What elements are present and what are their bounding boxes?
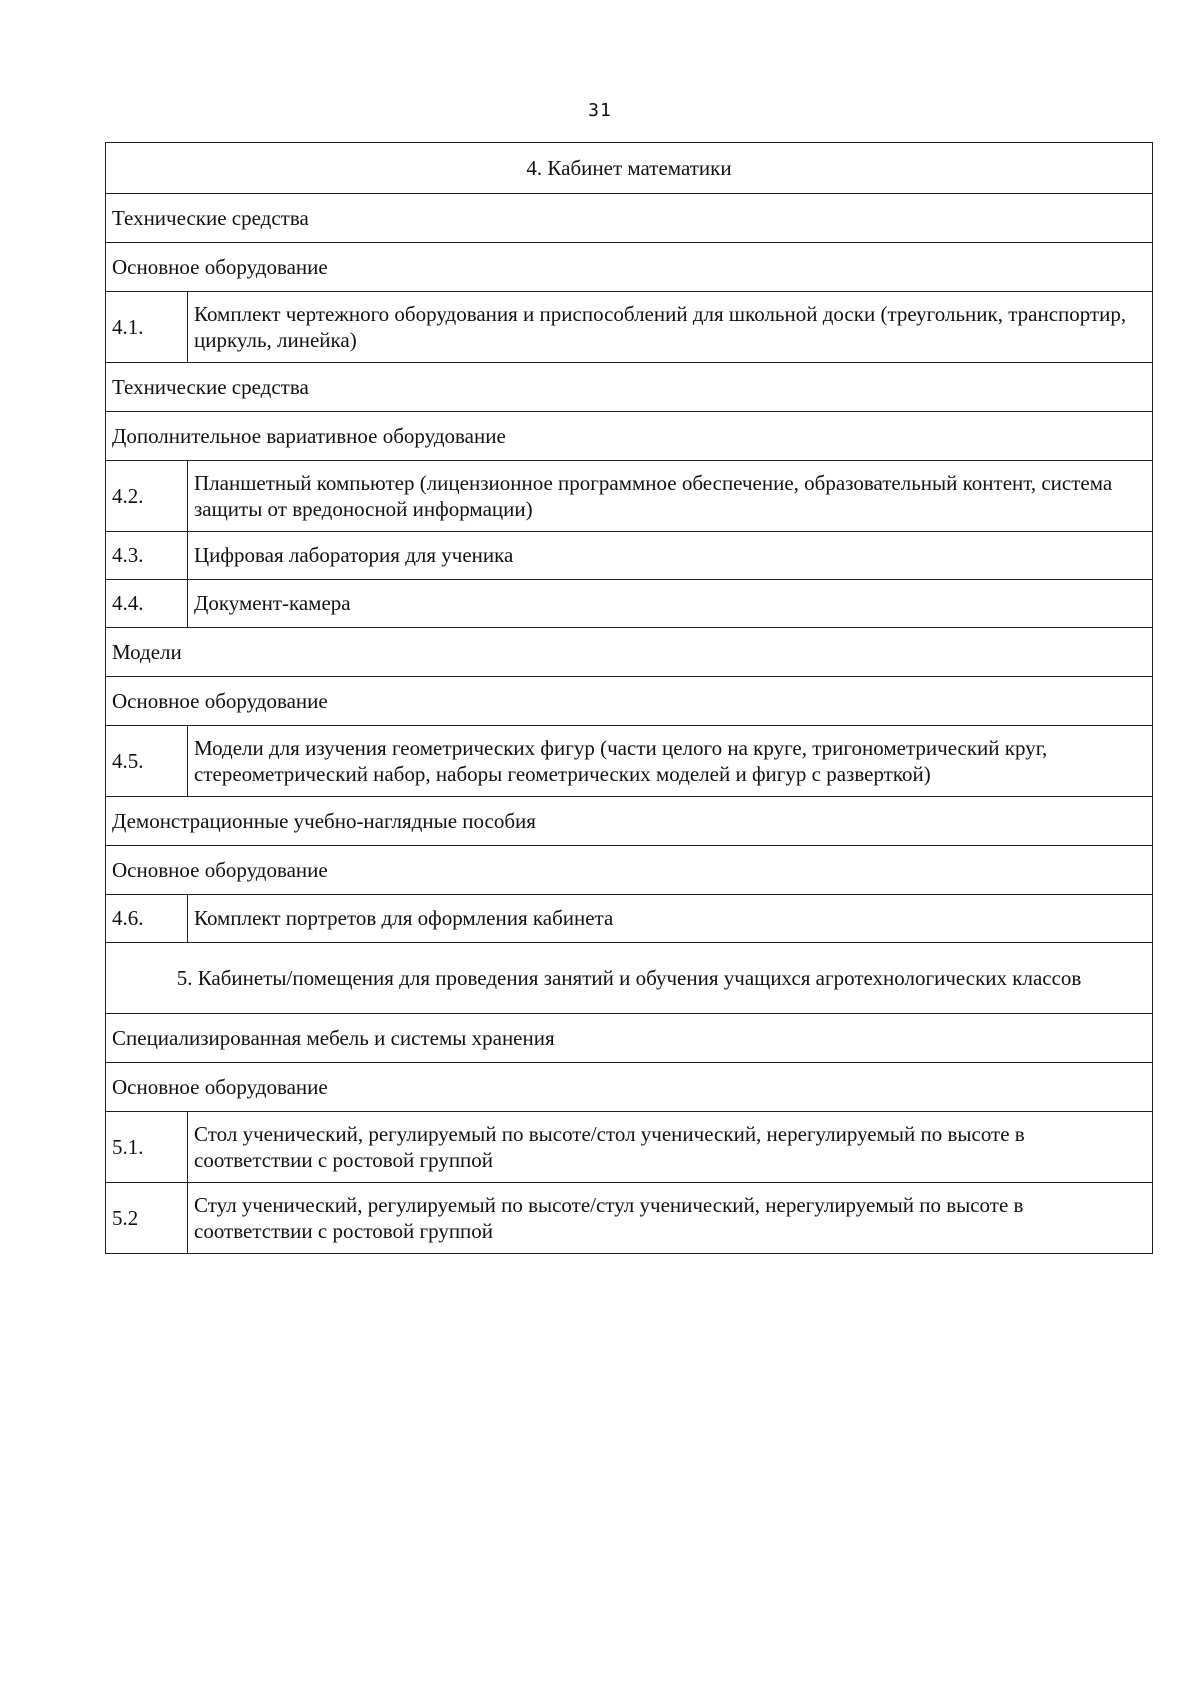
table-section-row bbox=[106, 1014, 1153, 1063]
item-description: Комплект чертежного оборудования и приспособлений для школьной доски (треугольник, транспортир, циркуль, линейка) bbox=[188, 292, 1153, 363]
table-row bbox=[106, 292, 1153, 363]
table-header-row bbox=[106, 143, 1153, 194]
category-heading: Технические средства bbox=[106, 194, 1153, 243]
table-row bbox=[106, 461, 1153, 532]
table-row bbox=[106, 1183, 1153, 1254]
category-heading: Специализированная мебель и системы хранения bbox=[106, 1014, 1153, 1063]
item-description: Документ-камера bbox=[188, 580, 1153, 628]
item-description: Комплект портретов для оформления кабинета bbox=[188, 895, 1153, 943]
item-number: 4.1. bbox=[106, 292, 188, 363]
category-heading: Технические средства bbox=[106, 363, 1153, 412]
table-row bbox=[106, 1112, 1153, 1183]
item-description: Стол ученический, регулируемый по высоте/стол ученический, нерегулируемый по высоте в соответствии с ростовой группой bbox=[188, 1112, 1153, 1183]
item-number: 4.5. bbox=[106, 726, 188, 797]
table-section-row bbox=[106, 628, 1153, 677]
table-section-row bbox=[106, 194, 1153, 243]
item-number: 4.6. bbox=[106, 895, 188, 943]
table-section-row bbox=[106, 797, 1153, 846]
item-number: 4.4. bbox=[106, 580, 188, 628]
item-number: 5.2 bbox=[106, 1183, 188, 1254]
equipment-type-heading: Основное оборудование bbox=[106, 677, 1153, 726]
equipment-type-heading: Основное оборудование bbox=[106, 846, 1153, 895]
category-heading: Демонстрационные учебно-наглядные пособия bbox=[106, 797, 1153, 846]
item-description: Планшетный компьютер (лицензионное программное обеспечение, образовательный контент, система защиты от вредоносной информации) bbox=[188, 461, 1153, 532]
table-row bbox=[106, 726, 1153, 797]
room-heading: 4. Кабинет математики bbox=[106, 143, 1153, 194]
table-section-row bbox=[106, 243, 1153, 292]
room-heading: 5. Кабинеты/помещения для проведения занятий и обучения учащихся агротехнологических классов bbox=[106, 943, 1153, 1014]
table-section-row bbox=[106, 846, 1153, 895]
item-description: Модели для изучения геометрических фигур (части целого на круге, тригонометрический круг, стереометрический набор, наборы геометрических моделей и фигур с разверткой) bbox=[188, 726, 1153, 797]
equipment-table bbox=[105, 142, 1153, 1254]
table-row bbox=[106, 580, 1153, 628]
item-number: 4.2. bbox=[106, 461, 188, 532]
table-section-row bbox=[106, 1063, 1153, 1112]
item-description: Цифровая лаборатория для ученика bbox=[188, 532, 1153, 580]
table-row bbox=[106, 895, 1153, 943]
category-heading: Модели bbox=[106, 628, 1153, 677]
equipment-type-heading: Основное оборудование bbox=[106, 1063, 1153, 1112]
equipment-type-heading: Основное оборудование bbox=[106, 243, 1153, 292]
table-header-row bbox=[106, 943, 1153, 1014]
equipment-type-heading: Дополнительное вариативное оборудование bbox=[106, 412, 1153, 461]
item-number: 4.3. bbox=[106, 532, 188, 580]
page-number: 31 bbox=[588, 100, 612, 121]
item-number: 5.1. bbox=[106, 1112, 188, 1183]
table-row bbox=[106, 532, 1153, 580]
table-section-row bbox=[106, 363, 1153, 412]
table-section-row bbox=[106, 677, 1153, 726]
item-description: Стул ученический, регулируемый по высоте/стул ученический, нерегулируемый по высоте в соответствии с ростовой группой bbox=[188, 1183, 1153, 1254]
table-section-row bbox=[106, 412, 1153, 461]
